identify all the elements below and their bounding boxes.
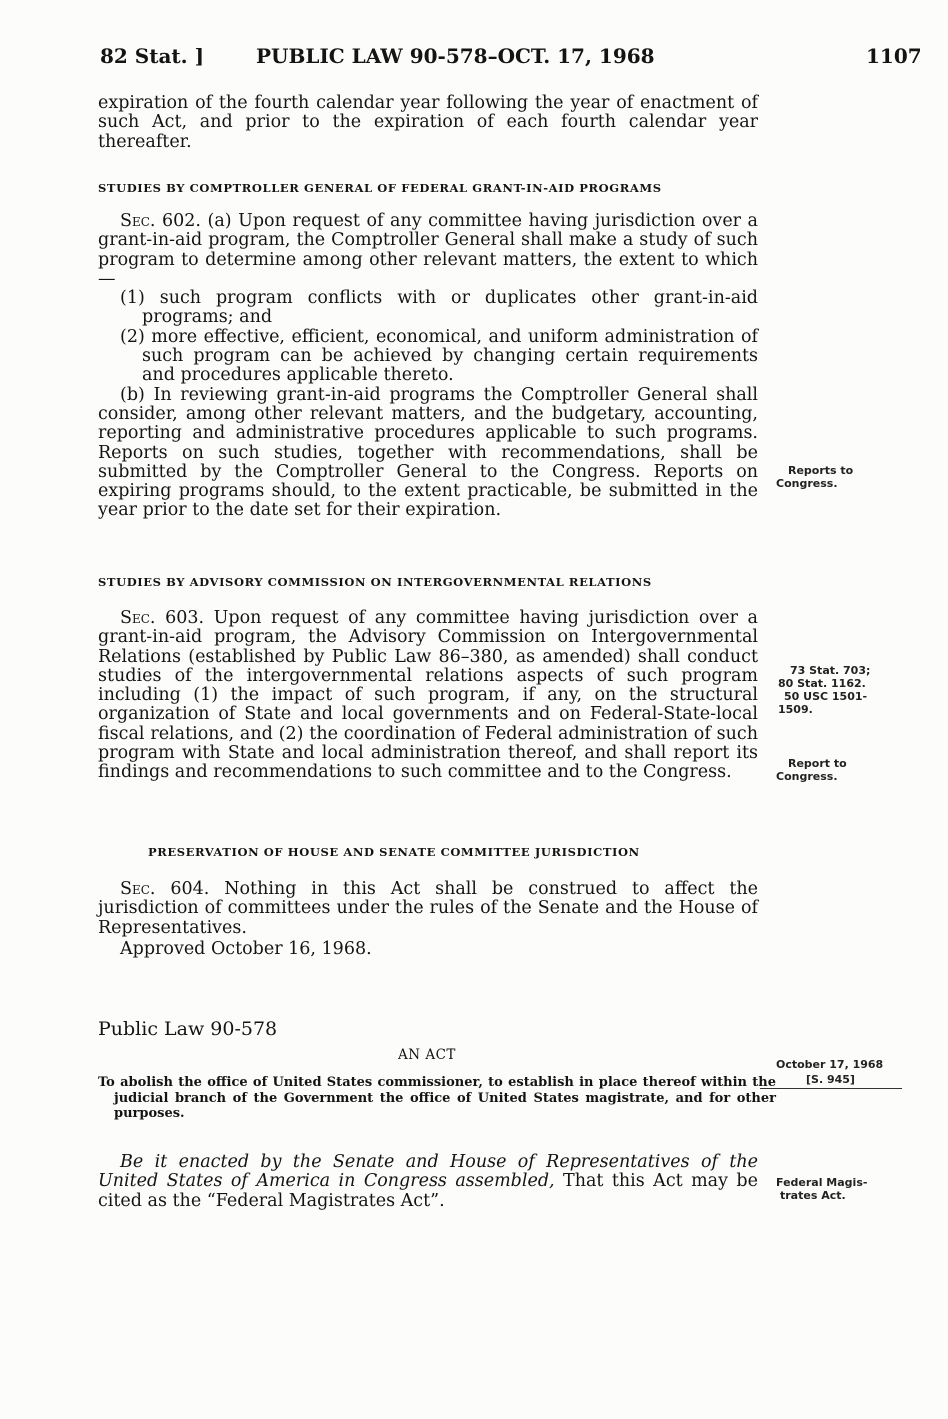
margin-rule: [760, 1088, 902, 1089]
section-602-a-text: (a) Upon request of any committee having jurisdiction over a grant-in-aid program, the Comptroller General shall make a study of such program to determine among other relevant matters, the extent to which—: [98, 211, 758, 289]
margin-note-reports-to-congress: Reports to Congress.: [776, 464, 854, 490]
volume-reference: 82 Stat. ]: [100, 44, 205, 68]
continuation-block: [98, 94, 758, 152]
margin-note-report-to-congress: Report to Congress.: [776, 757, 847, 783]
section-603-text-block: [98, 609, 758, 783]
section-603: [98, 609, 758, 783]
enacting-clause-italic: Be it enacted by the Senate and House of Representatives of the United States of America in Congress assembled,: [98, 1152, 758, 1192]
act-purpose: To abolish the office of United States commissioner, to establish in place thereof within the judicial branch of the Government the office of United States magistrate, and for other purposes.: [98, 1075, 776, 1121]
running-head: PUBLIC LAW 90-578–OCT. 17, 1968: [256, 44, 655, 68]
margin-note-bill-number: [S. 945]: [806, 1073, 855, 1086]
margin-note-federal-magistrates-act: Federal Magis- trates Act.: [776, 1176, 868, 1202]
an-act-caption: AN ACT: [398, 1047, 456, 1063]
margin-note-citations: 73 Stat. 703; 80 Stat. 1162. 50 USC 1501- 1509.: [778, 664, 871, 716]
section-603-label: Sec. 603.: [120, 608, 205, 628]
public-law-title: Public Law 90-578: [98, 1018, 278, 1040]
section-604-heading: PRESERVATION OF HOUSE AND SENATE COMMITTEE JURISDICTION: [148, 845, 640, 859]
page-number: 1107: [866, 44, 922, 68]
section-602: [98, 212, 758, 521]
section-602-heading: STUDIES BY COMPTROLLER GENERAL OF FEDERAL GRANT-IN-AID PROGRAMS: [98, 181, 662, 195]
section-604-text: Nothing in this Act shall be construed to affect the jurisdiction of committees under the rules of the Senate and the House of Representatives.: [98, 879, 758, 938]
enacting-clause: [98, 1153, 758, 1211]
continuation-paragraph: expiration of the fourth calendar year following the year of enactment of such Act, and prior to the expiration of each fourth calendar year thereafter.: [98, 93, 758, 152]
section-603-heading: STUDIES BY ADVISORY COMMISSION ON INTERGOVERNMENTAL RELATIONS: [98, 575, 652, 589]
section-602-item-2: (2) more effective, efficient, economical, and uniform administration of such program can be achieved by changing certain requirements and procedures applicable thereto.: [120, 326, 758, 386]
enacting-clause-rest: That this Act may be cited as the “Federal Magistrates Act”.: [98, 1171, 758, 1211]
section-602-a: [98, 212, 758, 289]
section-602-item-1: (1) such program conflicts with or duplicates other grant-in-aid programs; and: [120, 288, 758, 328]
section-603-text: Upon request of any committee having jurisdiction over a grant-in-aid program, the Advisory Commission on Intergovernmental Relations (established by Public Law 86–380, as amended) shall conduct studies of the intergovernmental relations aspects of such program including (1) the impact of such program, if any, on the structural organization of State and local governments and on Federal-State-local fiscal relations, and (2) the coordination of Federal administration of such program with State and local administration thereof, and shall report its findings and recommendations to such committee and to the Congress.: [98, 608, 758, 783]
approval-date: Approved October 16, 1968.: [120, 938, 372, 959]
section-602-b: (b) In reviewing grant-in-aid programs the Comptroller General shall consider, among other relevant matters, and the budgetary, accounting, reporting and administrative procedures applicable to such programs. Reports on such studies, together with recommendations, shall be submitted by the Comptroller General to the Congress. Reports on expiring programs should, to the extent practicable, be submitted in the year prior to the date set for their expiration.: [98, 384, 758, 521]
section-604: [98, 880, 758, 959]
margin-note-date: October 17, 1968: [776, 1058, 884, 1071]
section-602-label: Sec. 602.: [120, 211, 201, 231]
section-604-text-block: [98, 880, 758, 938]
section-604-label: Sec. 604.: [120, 879, 210, 899]
